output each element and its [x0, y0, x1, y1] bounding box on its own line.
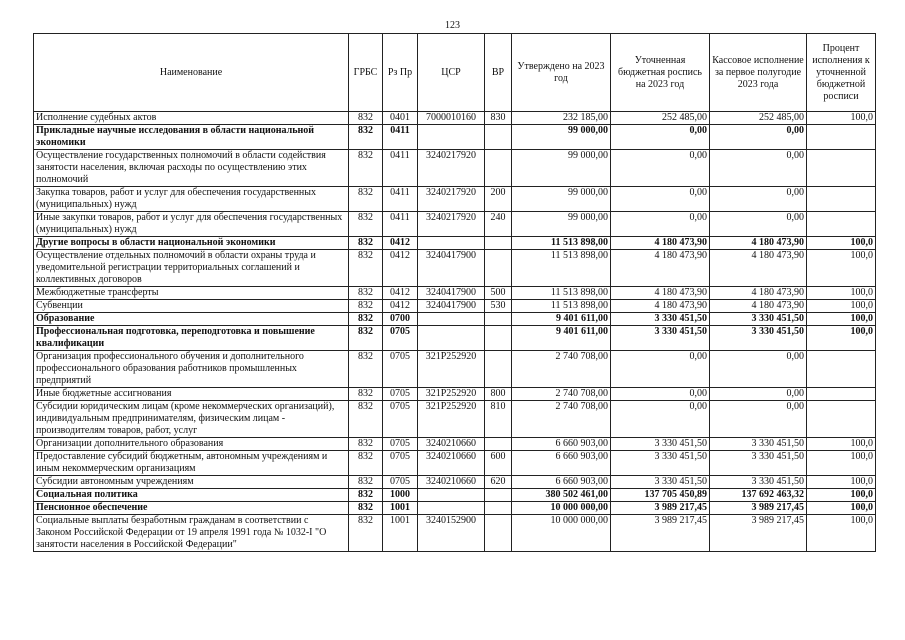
cell-grbs: 832	[349, 212, 383, 237]
cell-csr: 7000010160	[418, 112, 485, 125]
cell-percent: 100,0	[807, 502, 876, 515]
cell-vr: 810	[485, 401, 512, 438]
cell-rz-pr: 0705	[383, 326, 418, 351]
cell-rz-pr: 0411	[383, 150, 418, 187]
cell-name: Осуществление отдельных полномочий в области охраны труда и уведомительной регистрации территориальных соглашений и коллективных договоров	[34, 250, 349, 287]
cell-rz-pr: 0412	[383, 300, 418, 313]
header-name: Наименование	[34, 34, 349, 112]
cell-approved: 9 401 611,00	[512, 326, 611, 351]
cell-cash: 4 180 473,90	[710, 287, 807, 300]
cell-name: Межбюджетные трансферты	[34, 287, 349, 300]
cell-csr	[418, 489, 485, 502]
cell-rz-pr: 0412	[383, 287, 418, 300]
cell-percent: 100,0	[807, 112, 876, 125]
cell-percent	[807, 150, 876, 187]
table-row	[34, 313, 876, 326]
cell-approved: 2 740 708,00	[512, 388, 611, 401]
cell-grbs: 832	[349, 476, 383, 489]
header-percent: Процент исполнения к уточненной бюджетной росписи	[807, 34, 876, 112]
cell-cash: 252 485,00	[710, 112, 807, 125]
cell-grbs: 832	[349, 438, 383, 451]
cell-revised: 4 180 473,90	[611, 250, 710, 287]
cell-rz-pr: 0412	[383, 237, 418, 250]
cell-percent: 100,0	[807, 326, 876, 351]
cell-csr	[418, 125, 485, 150]
cell-percent: 100,0	[807, 237, 876, 250]
cell-approved: 6 660 903,00	[512, 476, 611, 489]
cell-csr: 321P252920	[418, 351, 485, 388]
table-row	[34, 150, 876, 187]
cell-grbs: 832	[349, 401, 383, 438]
cell-rz-pr: 0705	[383, 351, 418, 388]
cell-rz-pr: 0401	[383, 112, 418, 125]
cell-grbs: 832	[349, 150, 383, 187]
cell-name: Осуществление государственных полномочий в области содействия занятости населения, включая расходы по осуществлению этих полномочий	[34, 150, 349, 187]
cell-grbs: 832	[349, 515, 383, 552]
cell-cash: 3 330 451,50	[710, 313, 807, 326]
cell-grbs: 832	[349, 489, 383, 502]
cell-vr	[485, 237, 512, 250]
cell-approved: 2 740 708,00	[512, 351, 611, 388]
table-row	[34, 489, 876, 502]
cell-percent: 100,0	[807, 489, 876, 502]
cell-csr: 3240417900	[418, 300, 485, 313]
cell-cash: 0,00	[710, 150, 807, 187]
cell-percent	[807, 125, 876, 150]
cell-vr: 800	[485, 388, 512, 401]
cell-grbs: 832	[349, 237, 383, 250]
cell-grbs: 832	[349, 287, 383, 300]
cell-approved: 99 000,00	[512, 212, 611, 237]
cell-percent: 100,0	[807, 451, 876, 476]
cell-rz-pr: 0705	[383, 451, 418, 476]
cell-revised: 0,00	[611, 351, 710, 388]
cell-revised: 0,00	[611, 401, 710, 438]
cell-revised: 0,00	[611, 212, 710, 237]
cell-percent	[807, 351, 876, 388]
cell-approved: 11 513 898,00	[512, 287, 611, 300]
cell-cash: 0,00	[710, 125, 807, 150]
cell-vr	[485, 125, 512, 150]
table-row	[34, 326, 876, 351]
table-row	[34, 388, 876, 401]
cell-approved: 11 513 898,00	[512, 300, 611, 313]
cell-percent: 100,0	[807, 438, 876, 451]
cell-revised: 0,00	[611, 388, 710, 401]
cell-rz-pr: 0705	[383, 388, 418, 401]
table-row	[34, 515, 876, 552]
table-row	[34, 125, 876, 150]
header-cash-execution: Кассовое исполнение за первое полугодие 2023 года	[710, 34, 807, 112]
cell-grbs: 832	[349, 112, 383, 125]
cell-vr	[485, 438, 512, 451]
cell-rz-pr: 1000	[383, 489, 418, 502]
cell-csr: 3240217920	[418, 150, 485, 187]
cell-vr	[485, 489, 512, 502]
header-rz-pr: Рз Пр	[383, 34, 418, 112]
cell-name: Прикладные научные исследования в области национальной экономики	[34, 125, 349, 150]
cell-approved: 10 000 000,00	[512, 502, 611, 515]
cell-rz-pr: 0705	[383, 476, 418, 489]
cell-vr	[485, 150, 512, 187]
cell-cash: 3 330 451,50	[710, 476, 807, 489]
cell-csr: 3240417900	[418, 250, 485, 287]
cell-percent: 100,0	[807, 313, 876, 326]
cell-revised: 0,00	[611, 125, 710, 150]
cell-revised: 3 989 217,45	[611, 502, 710, 515]
cell-cash: 3 330 451,50	[710, 326, 807, 351]
cell-rz-pr: 1001	[383, 515, 418, 552]
table-header-row	[34, 34, 876, 112]
cell-grbs: 832	[349, 250, 383, 287]
cell-name: Субсидии юридическим лицам (кроме некоммерческих организаций), индивидуальным предпринимателям, физическим лицам - производителям товаров, работ, услуг	[34, 401, 349, 438]
table-row	[34, 351, 876, 388]
table-row	[34, 451, 876, 476]
cell-name: Субвенции	[34, 300, 349, 313]
cell-grbs: 832	[349, 187, 383, 212]
cell-approved: 99 000,00	[512, 187, 611, 212]
header-vr: ВР	[485, 34, 512, 112]
cell-grbs: 832	[349, 300, 383, 313]
cell-csr: 3240417900	[418, 287, 485, 300]
cell-csr: 3240210660	[418, 438, 485, 451]
cell-rz-pr: 0411	[383, 187, 418, 212]
table-row	[34, 401, 876, 438]
cell-vr	[485, 313, 512, 326]
cell-csr: 321P252920	[418, 401, 485, 438]
cell-vr: 530	[485, 300, 512, 313]
cell-percent	[807, 388, 876, 401]
cell-vr	[485, 326, 512, 351]
cell-approved: 6 660 903,00	[512, 451, 611, 476]
cell-cash: 137 692 463,32	[710, 489, 807, 502]
header-grbs: ГРБС	[349, 34, 383, 112]
cell-grbs: 832	[349, 326, 383, 351]
cell-revised: 4 180 473,90	[611, 237, 710, 250]
cell-vr	[485, 351, 512, 388]
cell-rz-pr: 0700	[383, 313, 418, 326]
cell-name: Пенсионное обеспечение	[34, 502, 349, 515]
cell-cash: 0,00	[710, 401, 807, 438]
cell-approved: 11 513 898,00	[512, 237, 611, 250]
cell-vr	[485, 515, 512, 552]
table-row	[34, 476, 876, 489]
cell-revised: 3 989 217,45	[611, 515, 710, 552]
cell-approved: 2 740 708,00	[512, 401, 611, 438]
cell-revised: 3 330 451,50	[611, 438, 710, 451]
cell-cash: 0,00	[710, 212, 807, 237]
cell-revised: 3 330 451,50	[611, 476, 710, 489]
cell-vr	[485, 250, 512, 287]
cell-csr: 3240210660	[418, 476, 485, 489]
cell-name: Социальная политика	[34, 489, 349, 502]
cell-grbs: 832	[349, 351, 383, 388]
cell-cash: 4 180 473,90	[710, 250, 807, 287]
cell-approved: 6 660 903,00	[512, 438, 611, 451]
cell-revised: 4 180 473,90	[611, 287, 710, 300]
cell-revised: 0,00	[611, 187, 710, 212]
cell-percent	[807, 401, 876, 438]
cell-grbs: 832	[349, 451, 383, 476]
cell-percent: 100,0	[807, 287, 876, 300]
cell-revised: 0,00	[611, 150, 710, 187]
cell-vr: 830	[485, 112, 512, 125]
cell-percent: 100,0	[807, 300, 876, 313]
cell-name: Другие вопросы в области национальной экономики	[34, 237, 349, 250]
cell-approved: 232 185,00	[512, 112, 611, 125]
cell-name: Профессиональная подготовка, переподготовка и повышение квалификации	[34, 326, 349, 351]
cell-vr: 600	[485, 451, 512, 476]
table-row	[34, 502, 876, 515]
cell-name: Образование	[34, 313, 349, 326]
cell-csr: 3240210660	[418, 451, 485, 476]
cell-name: Социальные выплаты безработным гражданам в соответствии с Законом Российской Федерации от 19 апреля 1991 года № 1032-I "О занятости населения в Российской Федерации"	[34, 515, 349, 552]
cell-grbs: 832	[349, 313, 383, 326]
cell-cash: 3 330 451,50	[710, 438, 807, 451]
cell-percent: 100,0	[807, 250, 876, 287]
cell-csr: 3240152900	[418, 515, 485, 552]
header-revised: Уточненная бюджетная роспись на 2023 год	[611, 34, 710, 112]
table-row	[34, 212, 876, 237]
cell-rz-pr: 0705	[383, 438, 418, 451]
cell-cash: 3 330 451,50	[710, 451, 807, 476]
cell-grbs: 832	[349, 388, 383, 401]
cell-name: Субсидии автономным учреждениям	[34, 476, 349, 489]
cell-csr: 3240217920	[418, 187, 485, 212]
cell-csr: 321P252920	[418, 388, 485, 401]
budget-execution-table	[33, 33, 876, 552]
cell-cash: 0,00	[710, 388, 807, 401]
cell-csr	[418, 326, 485, 351]
cell-csr	[418, 313, 485, 326]
page-number: 123	[445, 20, 460, 31]
cell-approved: 99 000,00	[512, 125, 611, 150]
cell-percent: 100,0	[807, 515, 876, 552]
table-row	[34, 287, 876, 300]
cell-name: Организация профессионального обучения и дополнительного профессионального образования работников промышленных предприятий	[34, 351, 349, 388]
cell-name: Предоставление субсидий бюджетным, автономным учреждениям и иным некоммерческим организациям	[34, 451, 349, 476]
cell-rz-pr: 1001	[383, 502, 418, 515]
cell-cash: 4 180 473,90	[710, 237, 807, 250]
table-row	[34, 300, 876, 313]
cell-approved: 380 502 461,00	[512, 489, 611, 502]
cell-approved: 99 000,00	[512, 150, 611, 187]
cell-percent	[807, 212, 876, 237]
cell-percent	[807, 187, 876, 212]
cell-vr: 200	[485, 187, 512, 212]
table-row	[34, 438, 876, 451]
cell-revised: 3 330 451,50	[611, 313, 710, 326]
cell-cash: 3 989 217,45	[710, 502, 807, 515]
cell-revised: 3 330 451,50	[611, 451, 710, 476]
cell-csr	[418, 237, 485, 250]
cell-csr	[418, 502, 485, 515]
table-row	[34, 237, 876, 250]
cell-rz-pr: 0411	[383, 125, 418, 150]
table-row	[34, 112, 876, 125]
cell-rz-pr: 0411	[383, 212, 418, 237]
cell-rz-pr: 0412	[383, 250, 418, 287]
cell-revised: 4 180 473,90	[611, 300, 710, 313]
cell-cash: 4 180 473,90	[710, 300, 807, 313]
cell-cash: 0,00	[710, 351, 807, 388]
cell-percent: 100,0	[807, 476, 876, 489]
cell-name: Иные бюджетные ассигнования	[34, 388, 349, 401]
cell-vr: 620	[485, 476, 512, 489]
cell-vr	[485, 502, 512, 515]
cell-rz-pr: 0705	[383, 401, 418, 438]
cell-approved: 10 000 000,00	[512, 515, 611, 552]
table-row	[34, 250, 876, 287]
cell-cash: 0,00	[710, 187, 807, 212]
cell-approved: 11 513 898,00	[512, 250, 611, 287]
cell-name: Исполнение судебных актов	[34, 112, 349, 125]
table-row	[34, 187, 876, 212]
header-approved: Утверждено на 2023 год	[512, 34, 611, 112]
cell-name: Организации дополнительного образования	[34, 438, 349, 451]
cell-name: Иные закупки товаров, работ и услуг для обеспечения государственных (муниципальных) нужд	[34, 212, 349, 237]
cell-cash: 3 989 217,45	[710, 515, 807, 552]
cell-revised: 3 330 451,50	[611, 326, 710, 351]
cell-vr: 500	[485, 287, 512, 300]
cell-revised: 137 705 450,89	[611, 489, 710, 502]
cell-grbs: 832	[349, 125, 383, 150]
cell-approved: 9 401 611,00	[512, 313, 611, 326]
cell-name: Закупка товаров, работ и услуг для обеспечения государственных (муниципальных) нужд	[34, 187, 349, 212]
cell-vr: 240	[485, 212, 512, 237]
cell-grbs: 832	[349, 502, 383, 515]
cell-revised: 252 485,00	[611, 112, 710, 125]
header-csr: ЦСР	[418, 34, 485, 112]
cell-csr: 3240217920	[418, 212, 485, 237]
